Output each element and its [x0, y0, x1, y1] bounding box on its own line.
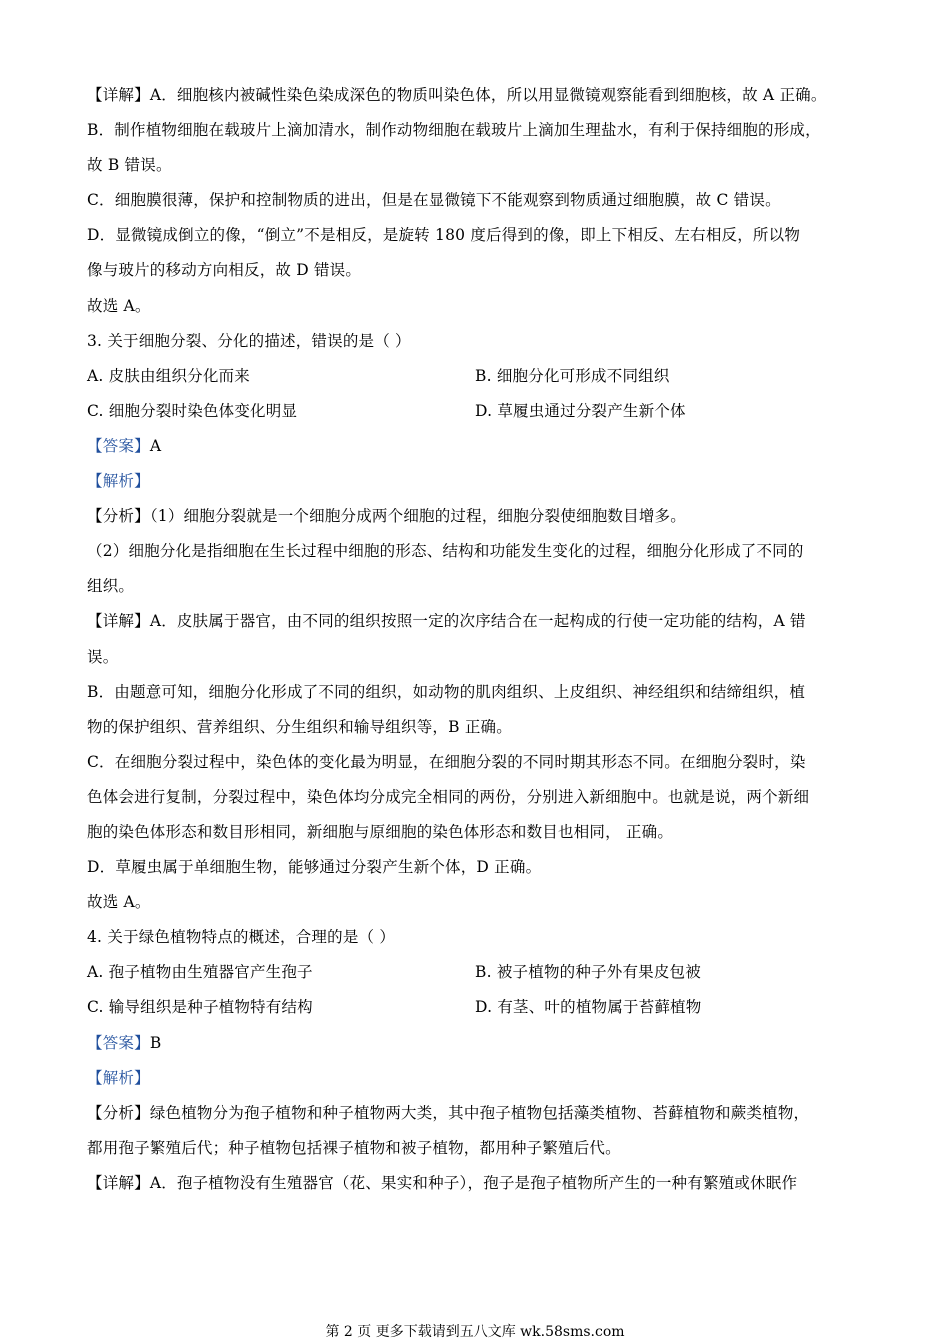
- line-text: D．显微镜成倒立的像，“倒立”不是相反，是旋转 180 度后得到的像，即上下相反、左右相反，所以物: [87, 226, 801, 245]
- answer-option-text: B. 被子植物的种子外有果皮包被: [475, 963, 701, 982]
- section-tag: 【分析】: [87, 1103, 150, 1122]
- text-line: [87, 710, 877, 745]
- line-text: 色体会进行复制，分裂过程中，染色体均分成完全相同的两份，分别进入新细胞中。也就是说，两个新细: [87, 787, 810, 806]
- answer-options-row: [87, 394, 877, 429]
- text-line: [87, 675, 877, 710]
- text-line: [87, 850, 877, 885]
- answer-option: [87, 359, 475, 394]
- line-text: 都用孢子繁殖后代；种子植物包括裸子植物和被子植物，都用种子繁殖后代。: [87, 1138, 621, 1157]
- text-line: [87, 745, 877, 780]
- line-text: （2）细胞分化是指细胞在生长过程中细胞的形态、结构和功能发生变化的过程，细胞分化形成了不同的: [87, 542, 804, 561]
- section-tag: 【答案】: [87, 1033, 150, 1052]
- answer-option: [87, 955, 475, 990]
- document-body: [87, 78, 877, 1201]
- line-text: 物的保护组织、营养组织、分生组织和输导组织等，B 正确。: [87, 717, 512, 736]
- text-line: [87, 885, 877, 920]
- text-line: [87, 640, 877, 675]
- text-line: [87, 464, 877, 499]
- line-text: B．制作植物细胞在载玻片上滴加清水，制作动物细胞在载玻片上滴加生理盐水，有利于保持细胞的形成，: [87, 121, 821, 140]
- line-text: B．由题意可知，细胞分化形成了不同的组织，如动物的肌肉组织、上皮组织、神经组织和结缔组织，植: [87, 682, 806, 701]
- line-text: 4. 关于绿色植物特点的概述，合理的是（ ）: [87, 928, 396, 947]
- text-line: [87, 780, 877, 815]
- section-tag: 【详解】: [87, 86, 150, 104]
- line-text: D．草履虫属于单细胞生物，能够通过分裂产生新个体，D 正确。: [87, 858, 542, 877]
- line-text: 绿色植物分为孢子植物和种子植物两大类，其中孢子植物包括藻类植物、苔藓植物和蕨类植物，: [149, 1103, 810, 1122]
- line-text: A．皮肤属于器官，由不同的组织按照一定的次序结合在一起构成的行使一定功能的结构，A 错: [149, 612, 806, 631]
- text-line: [87, 1131, 877, 1166]
- text-line: [87, 604, 877, 639]
- text-line: [87, 148, 877, 183]
- line-text: 误。: [87, 647, 119, 666]
- text-line: [87, 218, 877, 253]
- line-text: C．细胞膜很薄，保护和控制物质的进出，但是在显微镜下不能观察到物质通过细胞膜，故 C 错误。: [87, 191, 781, 210]
- line-text: A: [149, 436, 162, 455]
- answer-option: [475, 990, 865, 1025]
- section-tag: 【解析】: [87, 472, 150, 491]
- line-text: 组织。: [87, 577, 135, 596]
- answer-option-text: C. 输导组织是种子植物特有结构: [87, 998, 313, 1017]
- answer-option: [475, 359, 865, 394]
- text-line: [87, 253, 877, 288]
- answer-option-text: D. 有茎、叶的植物属于苔藓植物: [475, 998, 702, 1017]
- text-line: [87, 815, 877, 850]
- line-text: 3. 关于细胞分裂、分化的描述，错误的是（ ）: [87, 331, 411, 350]
- section-tag: 【解析】: [87, 1068, 150, 1087]
- text-line: [87, 1026, 877, 1061]
- text-line: [87, 499, 877, 534]
- line-text: C．在细胞分裂过程中，染色体的变化最为明显，在细胞分裂的不同时期其形态不同。在细胞分裂时，染: [87, 752, 806, 771]
- line-text: B: [149, 1033, 162, 1052]
- answer-options-row: [87, 359, 877, 394]
- line-text: 像与玻片的移动方向相反，故 D 错误。: [87, 261, 362, 280]
- line-text: A．细胞核内被碱性染色染成深色的物质叫染色体，所以用显微镜观察能看到细胞核，故 A 正确。: [149, 86, 827, 104]
- answer-option-text: C. 细胞分裂时染色体变化明显: [87, 401, 298, 420]
- line-text: 故 B 错误。: [87, 156, 172, 175]
- section-tag: 【分析】: [87, 507, 150, 526]
- line-text: 故选 A。: [87, 893, 151, 912]
- answer-options-row: [87, 990, 877, 1025]
- answer-option: [475, 955, 865, 990]
- answer-option-text: B. 细胞分化可形成不同组织: [475, 366, 670, 385]
- answer-options-row: [87, 955, 877, 990]
- section-tag: 【详解】: [87, 1173, 150, 1192]
- answer-option: [87, 394, 475, 429]
- line-text: 胞的染色体形态和数目形相同，新细胞与原细胞的染色体形态和数目也相同， 正确。: [87, 822, 674, 841]
- line-text: A．孢子植物没有生殖器官（花、果实和种子），孢子是孢子植物所产生的一种有繁殖或休眠作: [149, 1173, 798, 1192]
- text-line: [87, 920, 877, 955]
- answer-option-text: D. 草履虫通过分裂产生新个体: [475, 401, 686, 420]
- answer-option-text: A. 皮肤由组织分化而来: [87, 366, 250, 385]
- text-line: [87, 534, 877, 569]
- section-tag: 【详解】: [87, 612, 150, 631]
- text-line: [87, 78, 877, 113]
- page-footer: 第 2 页 更多下载请到五八文库 wk.58sms.com: [325, 1324, 625, 1340]
- text-line: [87, 1096, 877, 1131]
- answer-option: [87, 990, 475, 1025]
- text-line: [87, 429, 877, 464]
- text-line: [87, 324, 877, 359]
- answer-option: [475, 394, 865, 429]
- text-line: [87, 289, 877, 324]
- text-line: [87, 1061, 877, 1096]
- line-text: （1）细胞分裂就是一个细胞分成两个细胞的过程，细胞分裂使细胞数目增多。: [149, 507, 686, 526]
- text-line: [87, 183, 877, 218]
- text-line: [87, 1166, 877, 1201]
- text-line: [87, 113, 877, 148]
- line-text: 故选 A。: [87, 296, 151, 315]
- section-tag: 【答案】: [87, 436, 150, 455]
- text-line: [87, 569, 877, 604]
- answer-option-text: A. 孢子植物由生殖器官产生孢子: [87, 963, 313, 982]
